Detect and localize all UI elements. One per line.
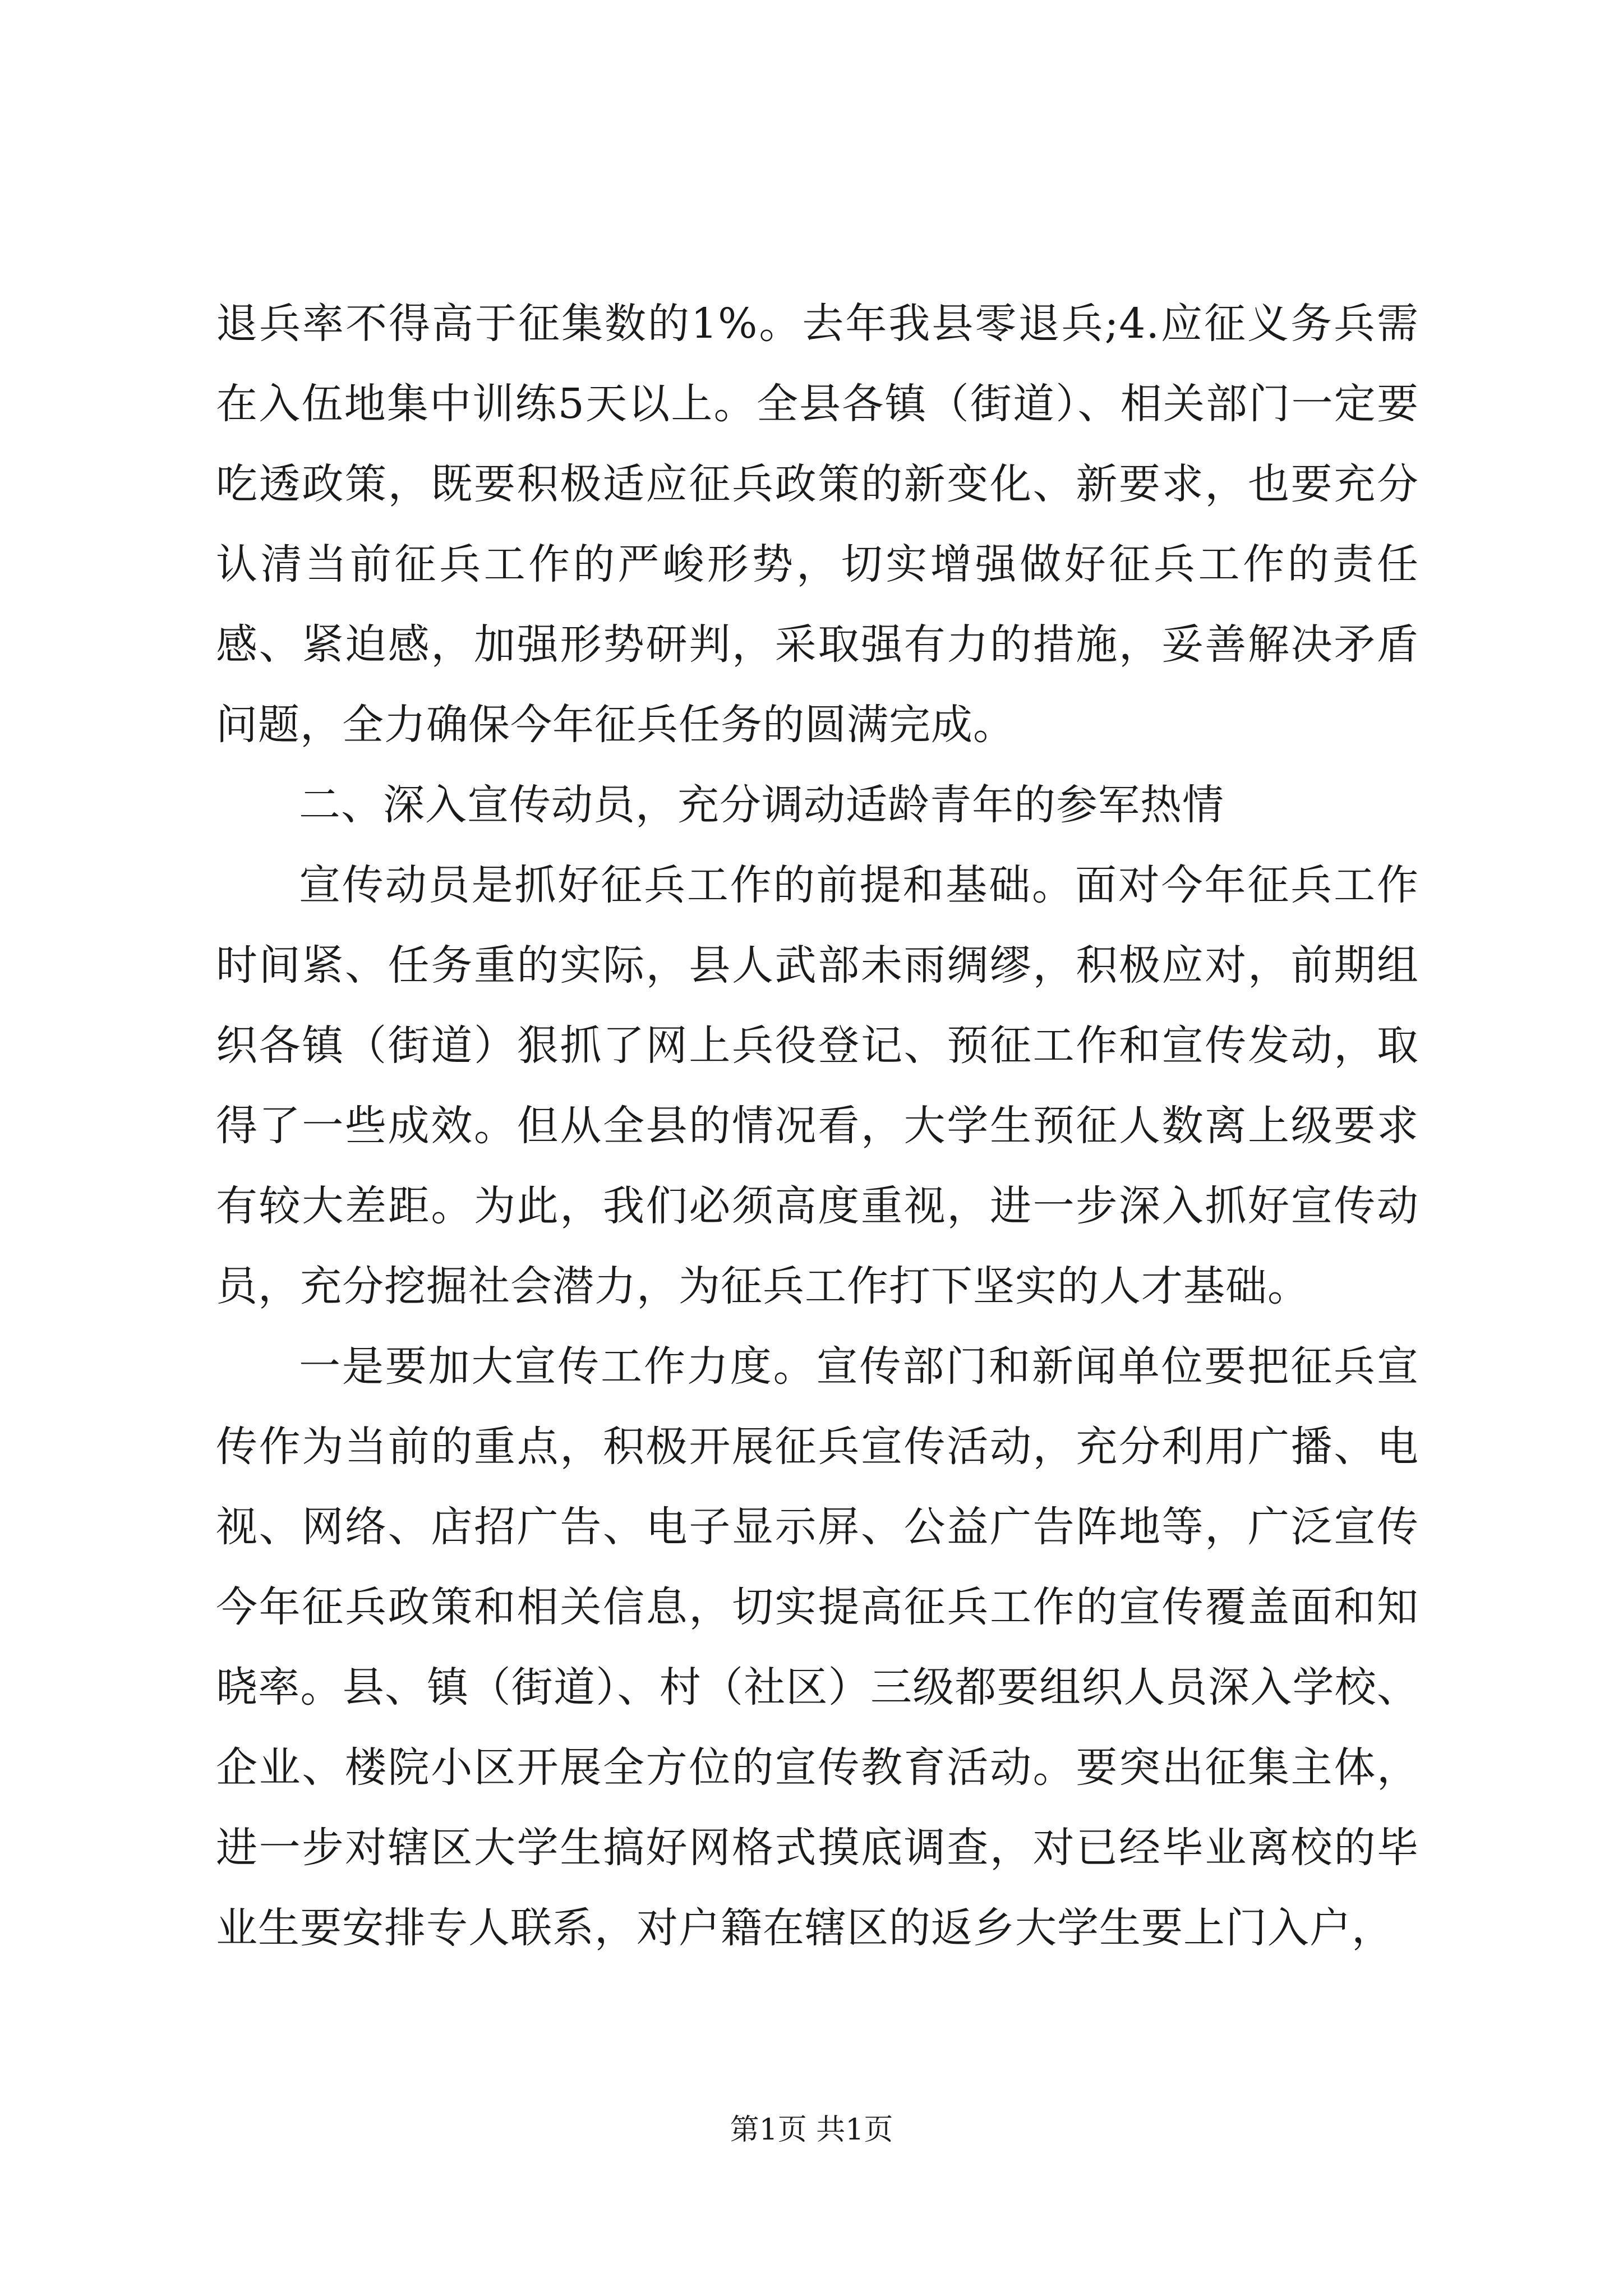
section-heading: 二、深入宣传动员，充分调动适龄青年的参军热情 [299, 781, 1224, 829]
paragraph-2: 宣传动员是抓好征兵工作的前提和基础。面对今年征兵工作时间紧、任务重的实际，县人武部未雨绸缪，积极应对，前期组织各镇（街道）狠抓了网上兵役登记、预征工作和宣传发动，取得了一些成效。但从全县的情况看，大学生预征人数离上级要求有较大差距。为此，我们必须高度重视，进一步深入抓好宣传动员，充分挖掘社会潜力，为征兵工作打下坚实的人才基础。 [216, 861, 1419, 1310]
document-body [216, 284, 1419, 1968]
page-footer: 第1页 共1页 [730, 2113, 893, 2147]
paragraph-1: 退兵率不得高于征集数的1%。去年我县零退兵;4.应征义务兵需在入伍地集中训练5天以上。全县各镇（街道）、相关部门一定要吃透政策，既要积极适应征兵政策的新变化、新要求，也要充分认清当前征兵工作的严峻形势，切实增强做好征兵工作的责任感、紧迫感，加强形势研判，采取强有力的措施，妥善解决矛盾问题，全力确保今年征兵任务的圆满完成。 [216, 300, 1419, 749]
paragraph-3: 一是要加大宣传工作力度。宣传部门和新闻单位要把征兵宣传作为当前的重点，积极开展征兵宣传活动，充分利用广播、电视、网络、店招广告、电子显示屏、公益广告阵地等，广泛宣传今年征兵政策和相关信息，切实提高征兵工作的宣传覆盖面和知晓率。县、镇（街道）、村（社区）三级都要组织人员深入学校、企业、楼院小区开展全方位的宣传教育活动。要突出征集主体，进一步对辖区大学生搞好网格式摸底调查，对已经毕业离校的毕业生要安排专人联系，对户籍在辖区的返乡大学生要上门入户， [216, 1342, 1419, 1952]
